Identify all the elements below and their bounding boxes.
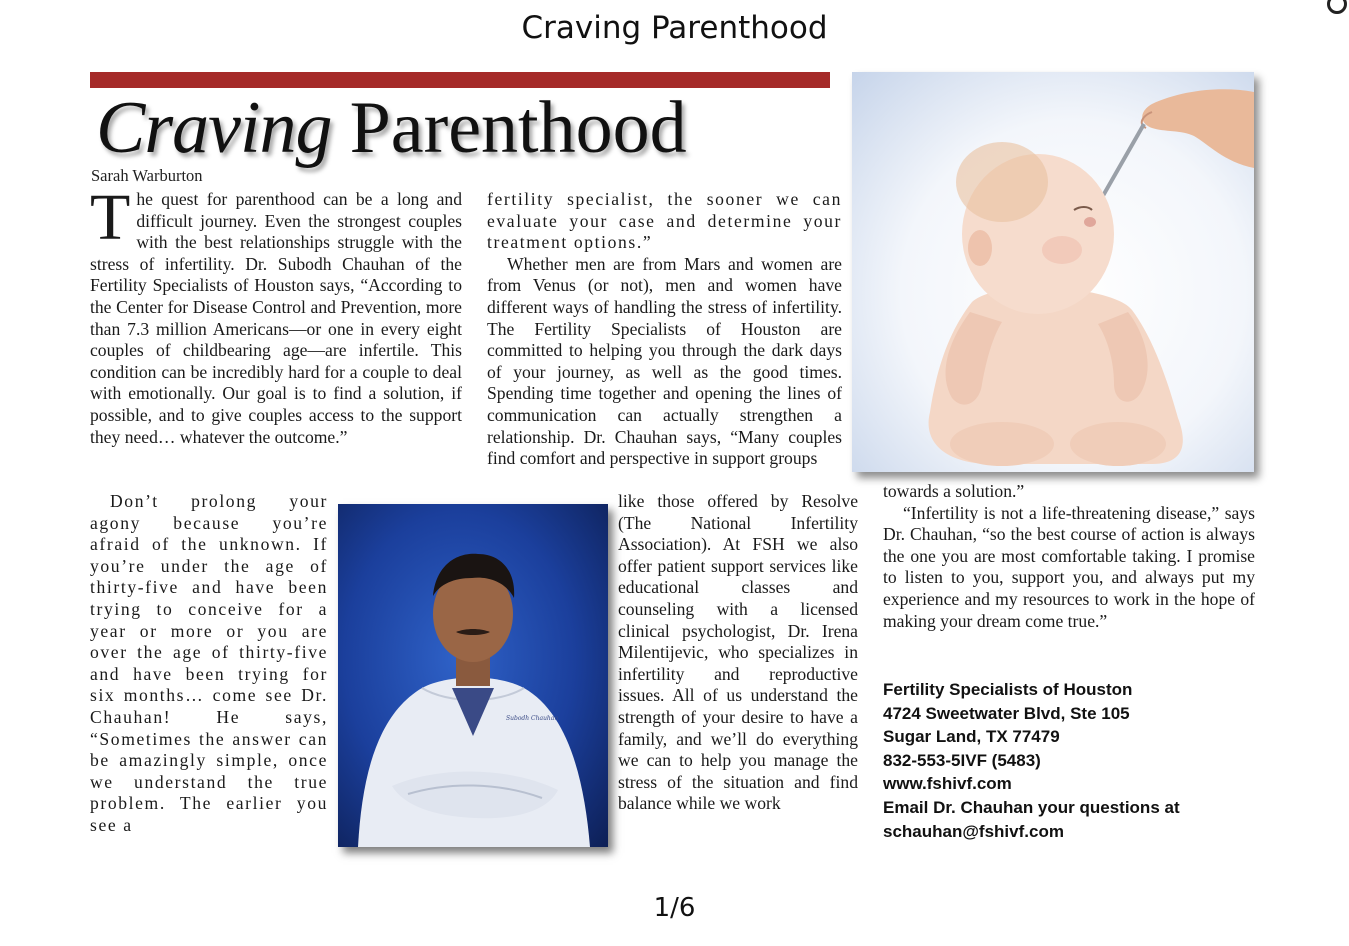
contact-website: www.fshivf.com <box>883 774 1012 794</box>
coat-embroidery: Subodh Chauhan <box>506 715 559 722</box>
doctor-photo <box>338 504 608 847</box>
viewer-title: Craving Parenthood <box>521 10 828 46</box>
contact-address-line-2: Sugar Land, TX 77479 <box>883 727 1060 747</box>
article-column-2 <box>487 189 842 470</box>
contact-name: Fertility Specialists of Houston <box>883 680 1133 699</box>
paragraph-solution: towards a solution.” <box>883 481 1025 501</box>
paragraph-prolong: Don’t prolong your agony because you’re afraid of the unknown. If you’re under the age of thirty-five and have been trying to conceive for a year or more or you are over the age of thirty-five and have been trying for six months… come see Dr. Chauhan! He says, “Sometimes the answer can be amazingly simple, once we understand the true problem. The earlier you see a <box>90 491 328 835</box>
page-indicator: 1/6 <box>653 893 696 923</box>
byline: Sarah Warburton <box>91 166 203 185</box>
baby-photo <box>852 72 1254 472</box>
paragraph-quote: “Infertility is not a life-threatening disease,” says Dr. Chauhan, “so the best course of action is always the one you are most comfortable taking. I promise to listen to you, support you, and always put my experience and my resources to work in the hope of making your dream come true.” <box>883 502 1255 631</box>
intro-text: he quest for parenthood can be a long and difficult journey. Even the strongest couples with the best relationships struggle with the stress of infertility. Dr. Subodh Chauhan of the Fertility Specialists of Houston says, “According to the Center for Disease Control and Prevention, more than 7.3 million Americans—or one in every eight couples of childbearing age—are infertile. This condition can be incredibly hard for a couple to deal with emotionally. Our goal is to find a solution, if possible, and to give couples access to the support they need… whatever the outcome.” <box>90 189 462 447</box>
accent-bar <box>90 72 830 88</box>
contact-block <box>883 678 1255 843</box>
contact-email: schauhan@fshivf.com <box>883 821 1064 841</box>
headline-plain: Parenthood <box>349 87 687 169</box>
article-column-1-lower <box>90 491 328 837</box>
paragraph-mars-venus: Whether men are from Mars and women are from Venus (or not), men and women have different ways of handling the stress of infertility. The Fertility Specialists of Houston are committed to helping you through the dark days of your journey, as well as the good times. Spending time together and opening the lines of communication can actually strengthen a relationship. Dr. Chauhan says, “Many couples find comfort and perspective in support groups <box>487 253 842 469</box>
article-column-3 <box>883 481 1255 632</box>
dropcap: T <box>90 181 131 254</box>
paragraph-specialist: fertility specialist, the sooner we can evaluate your case and determine your treatment options.” <box>487 189 842 253</box>
contact-phone: 832-553-5IVF (5483) <box>883 750 1041 770</box>
article-column-1 <box>90 181 462 448</box>
contact-address-line-1: 4724 Sweetwater Blvd, Ste 105 <box>883 703 1130 723</box>
intro-paragraph <box>90 181 462 448</box>
headline-italic: Craving <box>96 87 332 169</box>
article-headline <box>96 88 687 168</box>
contact-email-prompt: Email Dr. Chauhan your questions at <box>883 797 1180 817</box>
paragraph-support: like those offered by Resolve (The National Infertility Association). At FSH we also offer patient support services like educational classes and counseling with a licensed clinical psychologist, Dr. Irena Milentijevic, who specializes in infertility and reproductive issues. All of us understand the strength of your desire to have a family, and we’ll do everything we can to help you manage the stress of the situation and find balance while we work <box>618 491 858 814</box>
article-column-2-lower <box>618 491 858 815</box>
